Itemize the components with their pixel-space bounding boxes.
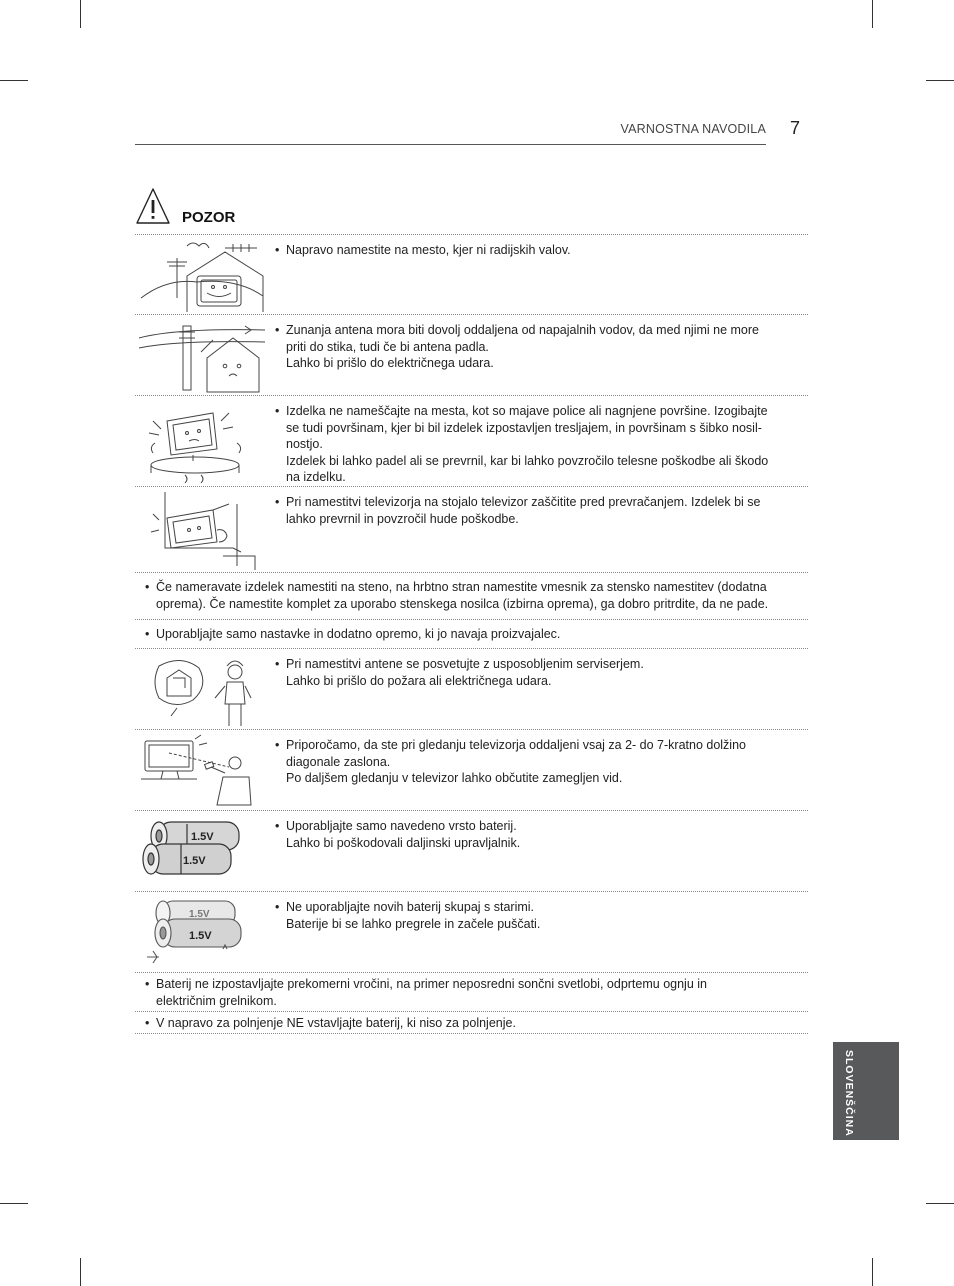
item-line: Napravo namestite na mesto, kjer ni radijskih valov. bbox=[286, 243, 571, 257]
section-title: VARNOSTNA NAVODILA bbox=[620, 122, 766, 136]
item-text: • V napravo za polnjenje NE vstavljajte baterij, ki niso za polnjenje. bbox=[145, 1015, 808, 1032]
item-line: Po daljšem gledanju v televizor lahko občutite zamegljen vid. bbox=[286, 771, 623, 785]
item-line: Če nameravate izdelek namestiti na steno, na hrbtno stran namestite vmesnik za stensko namestitev (dodatna bbox=[156, 580, 767, 594]
item-line: Lahko bi prišlo do požara ali električnega udara. bbox=[286, 673, 552, 688]
item-line: se tudi površinam, kjer bi bil izdelek izpostavljen tresljajem, in površinam s šibko nosil- bbox=[286, 420, 762, 435]
item-line: V napravo za polnjenje NE vstavljajte baterij, ki niso za polnjenje. bbox=[156, 1016, 516, 1030]
crop-mark bbox=[926, 1203, 954, 1204]
item-line: Priporočamo, da ste pri gledanju televizorja oddaljeni vsaj za 2- do 7-kratno dolžino bbox=[286, 738, 746, 752]
item-line: Lahko bi prišlo do električnega udara. bbox=[286, 356, 494, 370]
list-item bbox=[135, 810, 808, 891]
old-new-batteries-illustration bbox=[137, 895, 265, 971]
item-line: Pri namestitvi antene se posvetujte z usposobljenim serviserjem. bbox=[286, 657, 644, 671]
battery-label: 1.5V bbox=[189, 930, 212, 942]
caution-heading bbox=[135, 186, 435, 230]
battery-label: 1.5V bbox=[191, 831, 214, 843]
crop-mark bbox=[80, 0, 81, 28]
service-technician-illustration bbox=[137, 652, 265, 728]
item-line: Baterije bi se lahko pregrele in začele puščati. bbox=[286, 916, 541, 931]
caution-label: POZOR bbox=[182, 209, 236, 226]
item-line: nostjo. bbox=[286, 437, 323, 451]
list-item bbox=[135, 486, 808, 572]
crop-mark bbox=[872, 0, 873, 28]
crop-mark bbox=[0, 1203, 28, 1204]
item-line: Baterij ne izpostavljajte prekomerni vročini, na primer neposredni sončni svetlobi, odprtemu ognju in bbox=[156, 977, 707, 991]
list-item bbox=[135, 891, 808, 972]
header-rule bbox=[135, 144, 766, 145]
item-line: električnim grelnikom. bbox=[156, 993, 277, 1008]
list-item bbox=[135, 395, 808, 486]
list-item bbox=[135, 234, 808, 314]
item-line: Izdelka ne nameščajte na mesta, kot so majave police ali nagnjene površine. Izogibajte bbox=[286, 404, 768, 418]
crop-mark bbox=[872, 1258, 873, 1286]
language-label: SLOVENŠČINA bbox=[843, 1050, 855, 1137]
language-side-tab bbox=[833, 1042, 899, 1140]
list-item bbox=[135, 314, 808, 395]
item-line: na izdelku. bbox=[286, 470, 346, 484]
crop-mark bbox=[80, 1258, 81, 1286]
item-text: • Uporabljajte samo navedeno vrsto baterij. Lahko bi poškodovali daljinski upravljalnik. bbox=[275, 818, 808, 851]
item-text: • Pri namestitvi televizorja na stojalo televizor zaščitite pred prevračanjem. Izdelek bi se lahko prevrnil in povzročil hude poškodbe. bbox=[275, 494, 808, 527]
item-text: • Priporočamo, da ste pri gledanju televizorja oddaljeni vsaj za 2- do 7-kratno dolžino diagonale zaslona. Po daljšem gledanju v televizor lahko občutite zamegljen vid. bbox=[275, 737, 808, 787]
wobbly-tv-illustration bbox=[137, 399, 265, 485]
power-line-house-illustration bbox=[137, 318, 265, 394]
item-text: • Izdelka ne nameščajte na mesta, kot so majave police ali nagnjene površine. Izogibajte se tudi površinam, kjer bi bil izdelek izpostavljen tresljajem, in površinam s šibko nosil- nostjo. Izdelek bi lahko padel ali se prevrnil, kar bi lahko povzročilo telesne poškodbe ali škodo na izdelku. bbox=[275, 403, 808, 486]
item-line: Uporabljajte samo navedeno vrsto baterij. bbox=[286, 819, 517, 833]
list-item bbox=[135, 729, 808, 810]
house-antenna-tv-illustration bbox=[137, 238, 265, 314]
item-line: Izdelek bi lahko padel ali se prevrnil, kar bi lahko povzročilo telesne poškodbe ali škodo bbox=[286, 453, 769, 468]
item-line: Uporabljajte samo nastavke in dodatno opremo, ki jo navaja proizvajalec. bbox=[156, 627, 561, 641]
tv-tipping-illustration bbox=[137, 490, 265, 570]
item-line: priti do stika, tudi če bi antena padla. bbox=[286, 339, 489, 354]
item-text: • Uporabljajte samo nastavke in dodatno opremo, ki jo navaja proizvajalec. bbox=[145, 626, 808, 643]
item-text: • Baterij ne izpostavljajte prekomerni vročini, na primer neposredni sončni svetlobi, odprtemu ognju in električnim grelnikom. bbox=[145, 976, 808, 1009]
list-item bbox=[135, 619, 808, 648]
item-line: Lahko bi poškodovali daljinski upravljalnik. bbox=[286, 835, 521, 850]
item-line: Pri namestitvi televizorja na stojalo televizor zaščitite pred prevračanjem. Izdelek bi se bbox=[286, 495, 761, 509]
item-line: Zunanja antena mora biti dovolj oddaljena od napajalnih vodov, da med njimi ne more bbox=[286, 323, 759, 337]
list-item bbox=[135, 972, 808, 1011]
item-line: Ne uporabljajte novih baterij skupaj s starimi. bbox=[286, 900, 535, 914]
item-line: diagonale zaslona. bbox=[286, 754, 391, 769]
list-item bbox=[135, 648, 808, 729]
item-text: • Pri namestitvi antene se posvetujte z usposobljenim serviserjem. Lahko bi prišlo do požara ali električnega udara. bbox=[275, 656, 808, 689]
item-text: • Zunanja antena mora biti dovolj oddaljena od napajalnih vodov, da med njimi ne more priti do stika, tudi če bi antena padla. Lahko bi prišlo do električnega udara. bbox=[275, 322, 808, 372]
crop-mark bbox=[926, 80, 954, 81]
item-text: • Ne uporabljajte novih baterij skupaj s starimi. Baterije bi se lahko pregrele in začele puščati. bbox=[275, 899, 808, 932]
viewing-distance-illustration bbox=[137, 733, 265, 809]
item-text: • Če nameravate izdelek namestiti na steno, na hrbtno stran namestite vmesnik za stensko namestitev (dodatna oprema). Če namestite komplet za uporabo stenskega nosilca (izbirna oprema), ga dobro pritrdite, da ne pade. bbox=[145, 579, 808, 612]
warning-triangle-icon bbox=[135, 186, 171, 226]
item-text: • Napravo namestite na mesto, kjer ni radijskih valov. bbox=[275, 242, 808, 259]
page-number: 7 bbox=[790, 118, 801, 138]
list-item bbox=[135, 1011, 808, 1034]
list-item bbox=[135, 572, 808, 619]
battery-label: 1.5V bbox=[189, 909, 210, 920]
crop-mark bbox=[0, 80, 28, 81]
item-line: lahko prevrnil in povzročil hude poškodbe. bbox=[286, 511, 519, 526]
battery-label: 1.5V bbox=[183, 855, 206, 867]
caution-list bbox=[135, 234, 808, 1034]
batteries-illustration bbox=[137, 814, 265, 890]
item-line: oprema). Če namestite komplet za uporabo stenskega nosilca (izbirna oprema), ga dobro pritrdite, da ne pade. bbox=[156, 596, 769, 611]
